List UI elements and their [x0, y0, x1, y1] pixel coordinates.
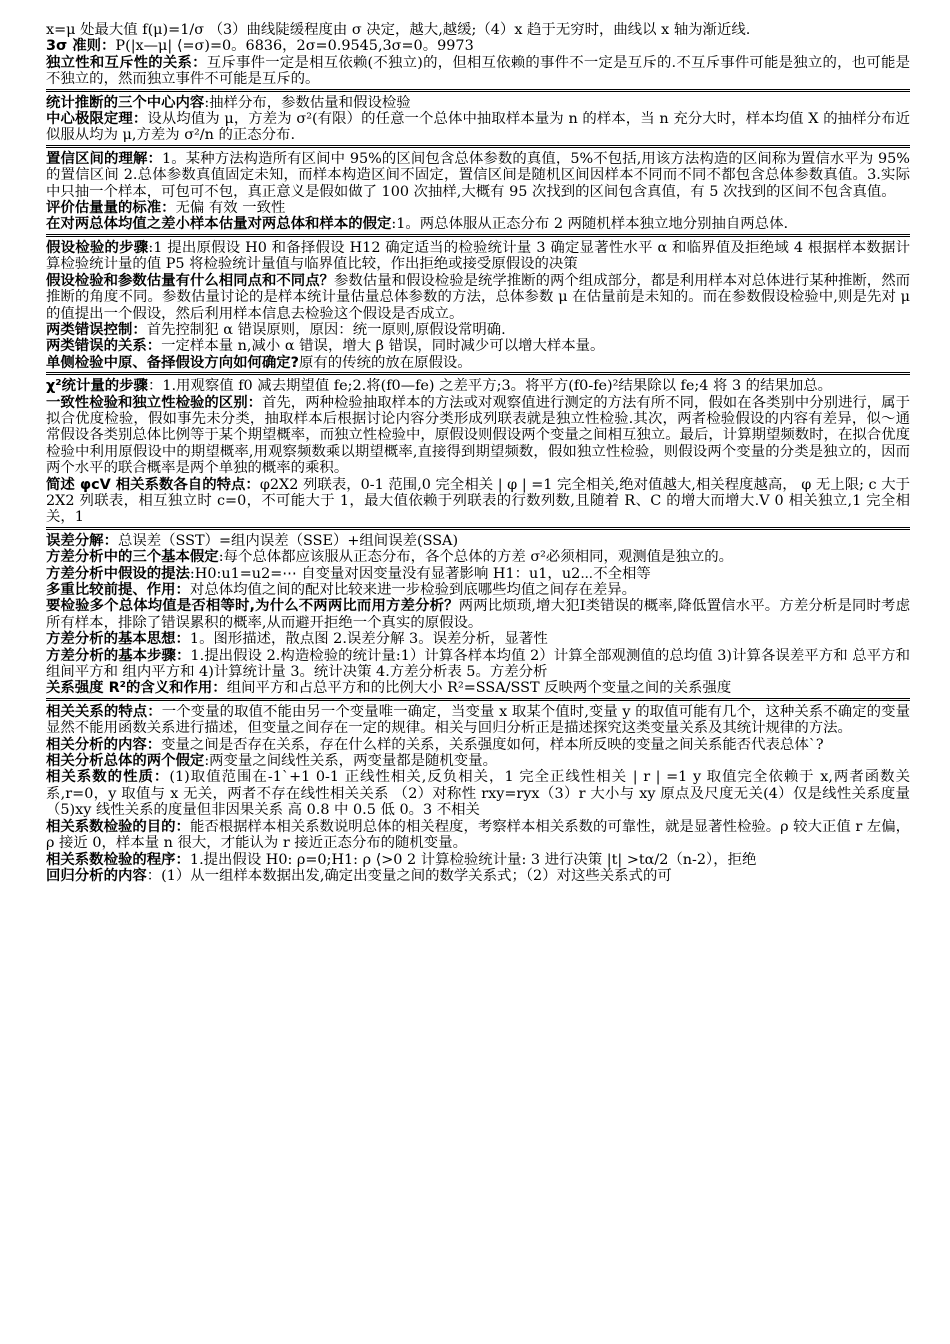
paragraph-text: :H0:u1=u2=⋯ 自变量对因变量没有显著影响 H1：u1，u2⋯不全相等	[189, 565, 651, 582]
paragraph	[46, 151, 910, 200]
paragraph-text: :每个总体都应该服从正态分布，各个总体的方差 σ²必须相同，观测值是独立的。	[218, 549, 734, 566]
paragraph	[46, 273, 910, 322]
document-body	[46, 22, 910, 885]
paragraph	[46, 631, 910, 647]
paragraph-heading: 假设检验的步骤	[46, 239, 149, 256]
paragraph-text: 对总体均值之间的配对比较来进一步检验到底哪些均值之间存在差异。	[189, 582, 637, 598]
section-block	[46, 704, 910, 885]
paragraph-heading: 相关系数检验的程序：	[46, 851, 190, 868]
paragraph	[46, 240, 910, 273]
paragraph-text: 组间平方和占总平方和的比例大小 R²=SSA/SST 反映两个变量之间的关系强度	[226, 680, 732, 697]
paragraph-text: 1。图形描述，散点图 2.误差分解 3。误差分析，显著性	[189, 631, 548, 648]
paragraph-heading: 多重比较前提、作用：	[46, 582, 190, 598]
paragraph-text: 首先，两种检验抽取样本的方法或对观察值进行测定的方法有所不同，假如在各类别中分别进行，属于拟合优度检验，假如事先未分类，抽取样本后根据讨论内容分类形成列联表就是独立性检验.其次，两者检验假设的内容有差异，似～通常假设各类别总体比例等于某个期望概率，而独立性检验中，原假设则假设两个变量之间相互独立。最后，计算期望频数时，在拟合优度检验中利用原假设中的期望概率,用观察频数乘以期望概率,直接得到期望频数，假如独立性检验，则假设两个变量的分类是独立的，因而两个水平的联合概率是两个单独的概率的乘积。	[46, 394, 910, 477]
paragraph-text: 互斥事件一定是相互依赖(不独立)的，但相互依赖的事件不一定是互斥的.不互斥事件可能是独立的，也可能是不独立的，然而独立事件不可能是互斥的。	[46, 54, 910, 88]
paragraph-heading: 假设检验和参数估量有什么相同点和不同点？	[46, 272, 334, 289]
section-block	[46, 22, 910, 92]
paragraph-heading: 相关系数检验的目的：	[46, 818, 190, 835]
paragraph-text: ：(1）从一组样本数据出发,确定出变量之间的数学关系式；（2）对这些关系式的可	[146, 867, 672, 884]
paragraph	[46, 769, 910, 818]
paragraph-text: 一定样本量 n,减小 α 错误，增大 β 错误，同时减少可以增大样本量。	[161, 338, 605, 355]
paragraph-text: 1.提出假设 2.构造检验的统计量:1）计算各样本均值 2）计算全部观测值的总均值 3)计算各误差平方和 总平方和 组间平方和 组内平方和 4)计算统计量 3。统计决策 4.方差分析表 5。方差分析	[46, 647, 910, 681]
paragraph-text: 一个变量的取值不能由另一个变量唯一确定，当变量 x 取某个值时,变量 y 的取值可能有几个，这种关系不确定的变量显然不能用函数关系进行描述，但变量之间存在一定的规律。相关与回归分析正是描述探究这类变量关系及其统计规律的方法。	[46, 703, 910, 737]
paragraph-heading: 误差分解：	[46, 532, 118, 549]
paragraph-text: φ2X2 列联表，0-1 范围,0 完全相关 | φ | =1 完全相关,绝对值越大,相关程度越高， φ 无上限; c 大于 2X2 列联表，相互独立时 c=0，不可能大于 1，最大值依赖于列联表的行数列数,且随着 R、C 的增大而增大.V 0 相关独立,1 完全相关，1	[46, 476, 910, 526]
paragraph-heading: 置信区间的理解：	[46, 150, 162, 167]
paragraph	[46, 549, 910, 565]
paragraph	[46, 355, 910, 371]
paragraph-text: 变量之间是否存在关系，存在什么样的关系，关系强度如何，样本所反映的变量之间关系能否代表总体`?	[161, 736, 824, 753]
paragraph-text: 参数估量和假设检验是统学推断的两个组成部分，都是利用样本对总体进行某种推断，然而推断的角度不同。参数估量讨论的是样本统计量估量总体参数的方法，总体参数 μ 在估量前是未知的。而在参数假设检验中,则是先对 μ 的值提出一个假设，然后利用样本信息去检验这个假设是否成立。	[46, 272, 910, 322]
paragraph-text: 首先控制犯 α 错误原则，原因：统一原则,原假设常明确.	[146, 321, 506, 338]
paragraph	[46, 200, 910, 216]
paragraph	[46, 533, 910, 549]
section-block	[46, 533, 910, 701]
section-block	[46, 95, 910, 148]
paragraph-heading: 统计推断的三个中心内容	[46, 94, 205, 111]
paragraph-heading: 一致性检验和独立性检验的区别：	[46, 394, 262, 411]
paragraph-heading: 方差分析中的三个基本假定	[46, 549, 219, 566]
paragraph-heading: 相关关系的特点：	[46, 703, 162, 720]
section-block	[46, 378, 910, 530]
paragraph	[46, 378, 910, 394]
paragraph-heading: 相关系数的性质：	[46, 769, 170, 786]
paragraph-heading: 在对两总体均值之差小样本估量对两总体和样本的假定	[46, 216, 392, 233]
section-block	[46, 240, 910, 375]
paragraph	[46, 322, 910, 338]
paragraph-heading: 中心极限定理：	[46, 111, 148, 128]
paragraph-text: 两两比烦琐,增大犯Ⅰ类错误的概率,降低置信水平。方差分析是同时考虑所有样本，排除了错误累积的概率,从而避开拒绝一个真实的原假设。	[46, 598, 910, 631]
paragraph-heading: 方差分析的基本步骤：	[46, 647, 191, 664]
paragraph	[46, 753, 910, 769]
paragraph-heading: 3σ 准则：	[46, 38, 116, 55]
paragraph	[46, 868, 910, 884]
paragraph-text: :1。两总体服从正态分布 2 两随机样本独立地分别抽自两总体.	[391, 216, 789, 233]
paragraph	[46, 704, 910, 737]
paragraph	[46, 111, 910, 144]
paragraph	[46, 566, 910, 582]
paragraph-text: :1 提出原假设 H0 和备择假设 H12 确定适当的检验统计量 3 确定显著性水平 α 和临界值及拒绝域 4 根据样本数据计算检验统计量的值 P5 将检验统计量值与临界值比较，作出拒绝或接受原假设的决策	[46, 239, 910, 273]
paragraph-heading: 独立性和互斥性的关系：	[46, 54, 207, 71]
paragraph-text: 1.提出假设 H0: ρ=0;H1: ρ ⟨>0 2 计算检验统计量: 3 进行决策 |t| >tα/2（n-2），拒绝	[189, 851, 757, 868]
paragraph	[46, 819, 910, 852]
paragraph	[46, 582, 910, 598]
paragraph-text: P(|x—μ| ⟨=σ)=0。6836，2σ=0.9545,3σ=0。9973	[115, 38, 474, 55]
paragraph	[46, 95, 910, 111]
paragraph-heading: 相关分析总体的两个假定	[46, 753, 205, 770]
paragraph-heading: 方差分析的基本思想：	[46, 631, 190, 648]
paragraph	[46, 477, 910, 526]
paragraph	[46, 737, 910, 753]
paragraph	[46, 216, 910, 232]
paragraph-text: 能否根据样本相关系数说明总体的相关程度，考察样本相关系数的可靠性，就是显著性检验。ρ 较大正值 r 左偏，ρ 接近 0，样本量 n 很大，才能认为 r 接近正态分布的随机变量。	[46, 818, 910, 852]
paragraph-text: ：1.用观察值 f0 减去期望值 fe;2.将(f0—fe) 之差平方;3。将平方(f0-fe)²结果除以 fe;4 将 3 的结果加总。	[147, 378, 833, 395]
paragraph-heading: 两类错误的关系：	[46, 338, 162, 355]
paragraph-heading: 评价估量量的标准：	[46, 200, 176, 217]
paragraph	[46, 38, 910, 54]
paragraph-text: 无偏 有效 一致性	[175, 200, 286, 217]
paragraph-text: :抽样分布，参数估量和假设检验	[204, 94, 411, 111]
paragraph-heading: 要检验多个总体均值是否相等时,为什么不两两比而用方差分析？	[46, 598, 459, 615]
paragraph-heading: 两类错误控制：	[46, 321, 147, 338]
paragraph-text: :两变量之间线性关系，两变量都是随机变量。	[204, 753, 497, 770]
paragraph-text: (1)取值范围在-1`+1 0-1 正线性相关,反负相关，1 完全正线性相关 | r | =1 y 取值完全依赖于 x,两者函数关系,r=0，y 取值与 x 无关，两者不存在线性相关关系 （2）对称性 rxy=ryx（3）r 大小与 xy 原点及尺度无关(4）仅是线性关系度量（5)xy 线性关系的度量但非因果关系 高 0.8 中 0.5 低 0。3 不相关	[46, 769, 910, 819]
paragraph	[46, 680, 910, 696]
paragraph-text: 1。某种方法构造所有区间中 95%的区间包含总体参数的真值，5%不包括,用该方法构造的区间称为置信水平为 95%的置信区间 2.总体参数真值固定未知，而样本构造区间不固定，置信区间是随机区间因样本不同而不同不都包含总体参数真值。3.实际中只抽一个样本，可包可不包，真正意义是假如做了 100 次抽样,大概有 95 次找到的区间包含真值，有 5 次找到的区间不包含真值。	[46, 150, 910, 200]
paragraph-heading: 回归分析的内容	[46, 867, 147, 884]
paragraph-text: 总误差（SST）=组内误差（SSE）+组间误差(SSA)	[117, 532, 459, 549]
paragraph-heading: 方差分析中假设的提法	[46, 565, 190, 582]
paragraph	[46, 22, 910, 38]
paragraph-heading: 关系强度 R²的含义和作用：	[46, 680, 227, 697]
paragraph	[46, 598, 910, 631]
paragraph-text: x=μ 处最大值 f(μ)=1/σ （3）曲线陡缓程度由 σ 决定，越大,越缓;（4）x 趋于无穷时，曲线以 x 轴为渐近线.	[46, 22, 751, 38]
paragraph-heading: 相关分析的内容：	[46, 736, 162, 753]
paragraph-heading: χ²统计量的步骤	[46, 378, 148, 395]
paragraph	[46, 648, 910, 681]
paragraph-heading: 简述 φcV 相关系数各自的特点：	[46, 476, 260, 493]
paragraph	[46, 852, 910, 868]
paragraph	[46, 395, 910, 477]
paragraph	[46, 55, 910, 88]
paragraph-text: 原有的传统的放在原假设。	[299, 354, 472, 371]
paragraph	[46, 338, 910, 354]
paragraph-heading: 单侧检验中原、备择假设方向如何确定?	[46, 354, 299, 371]
paragraph-text: 设从均值为 μ，方差为 σ²(有限）的任意一个总体中抽取样本量为 n 的样本，当 n 充分大时，样本均值 X 的抽样分布近似服从均为 μ,方差为 σ²/n 的正态分布.	[46, 111, 910, 144]
section-block	[46, 151, 910, 237]
